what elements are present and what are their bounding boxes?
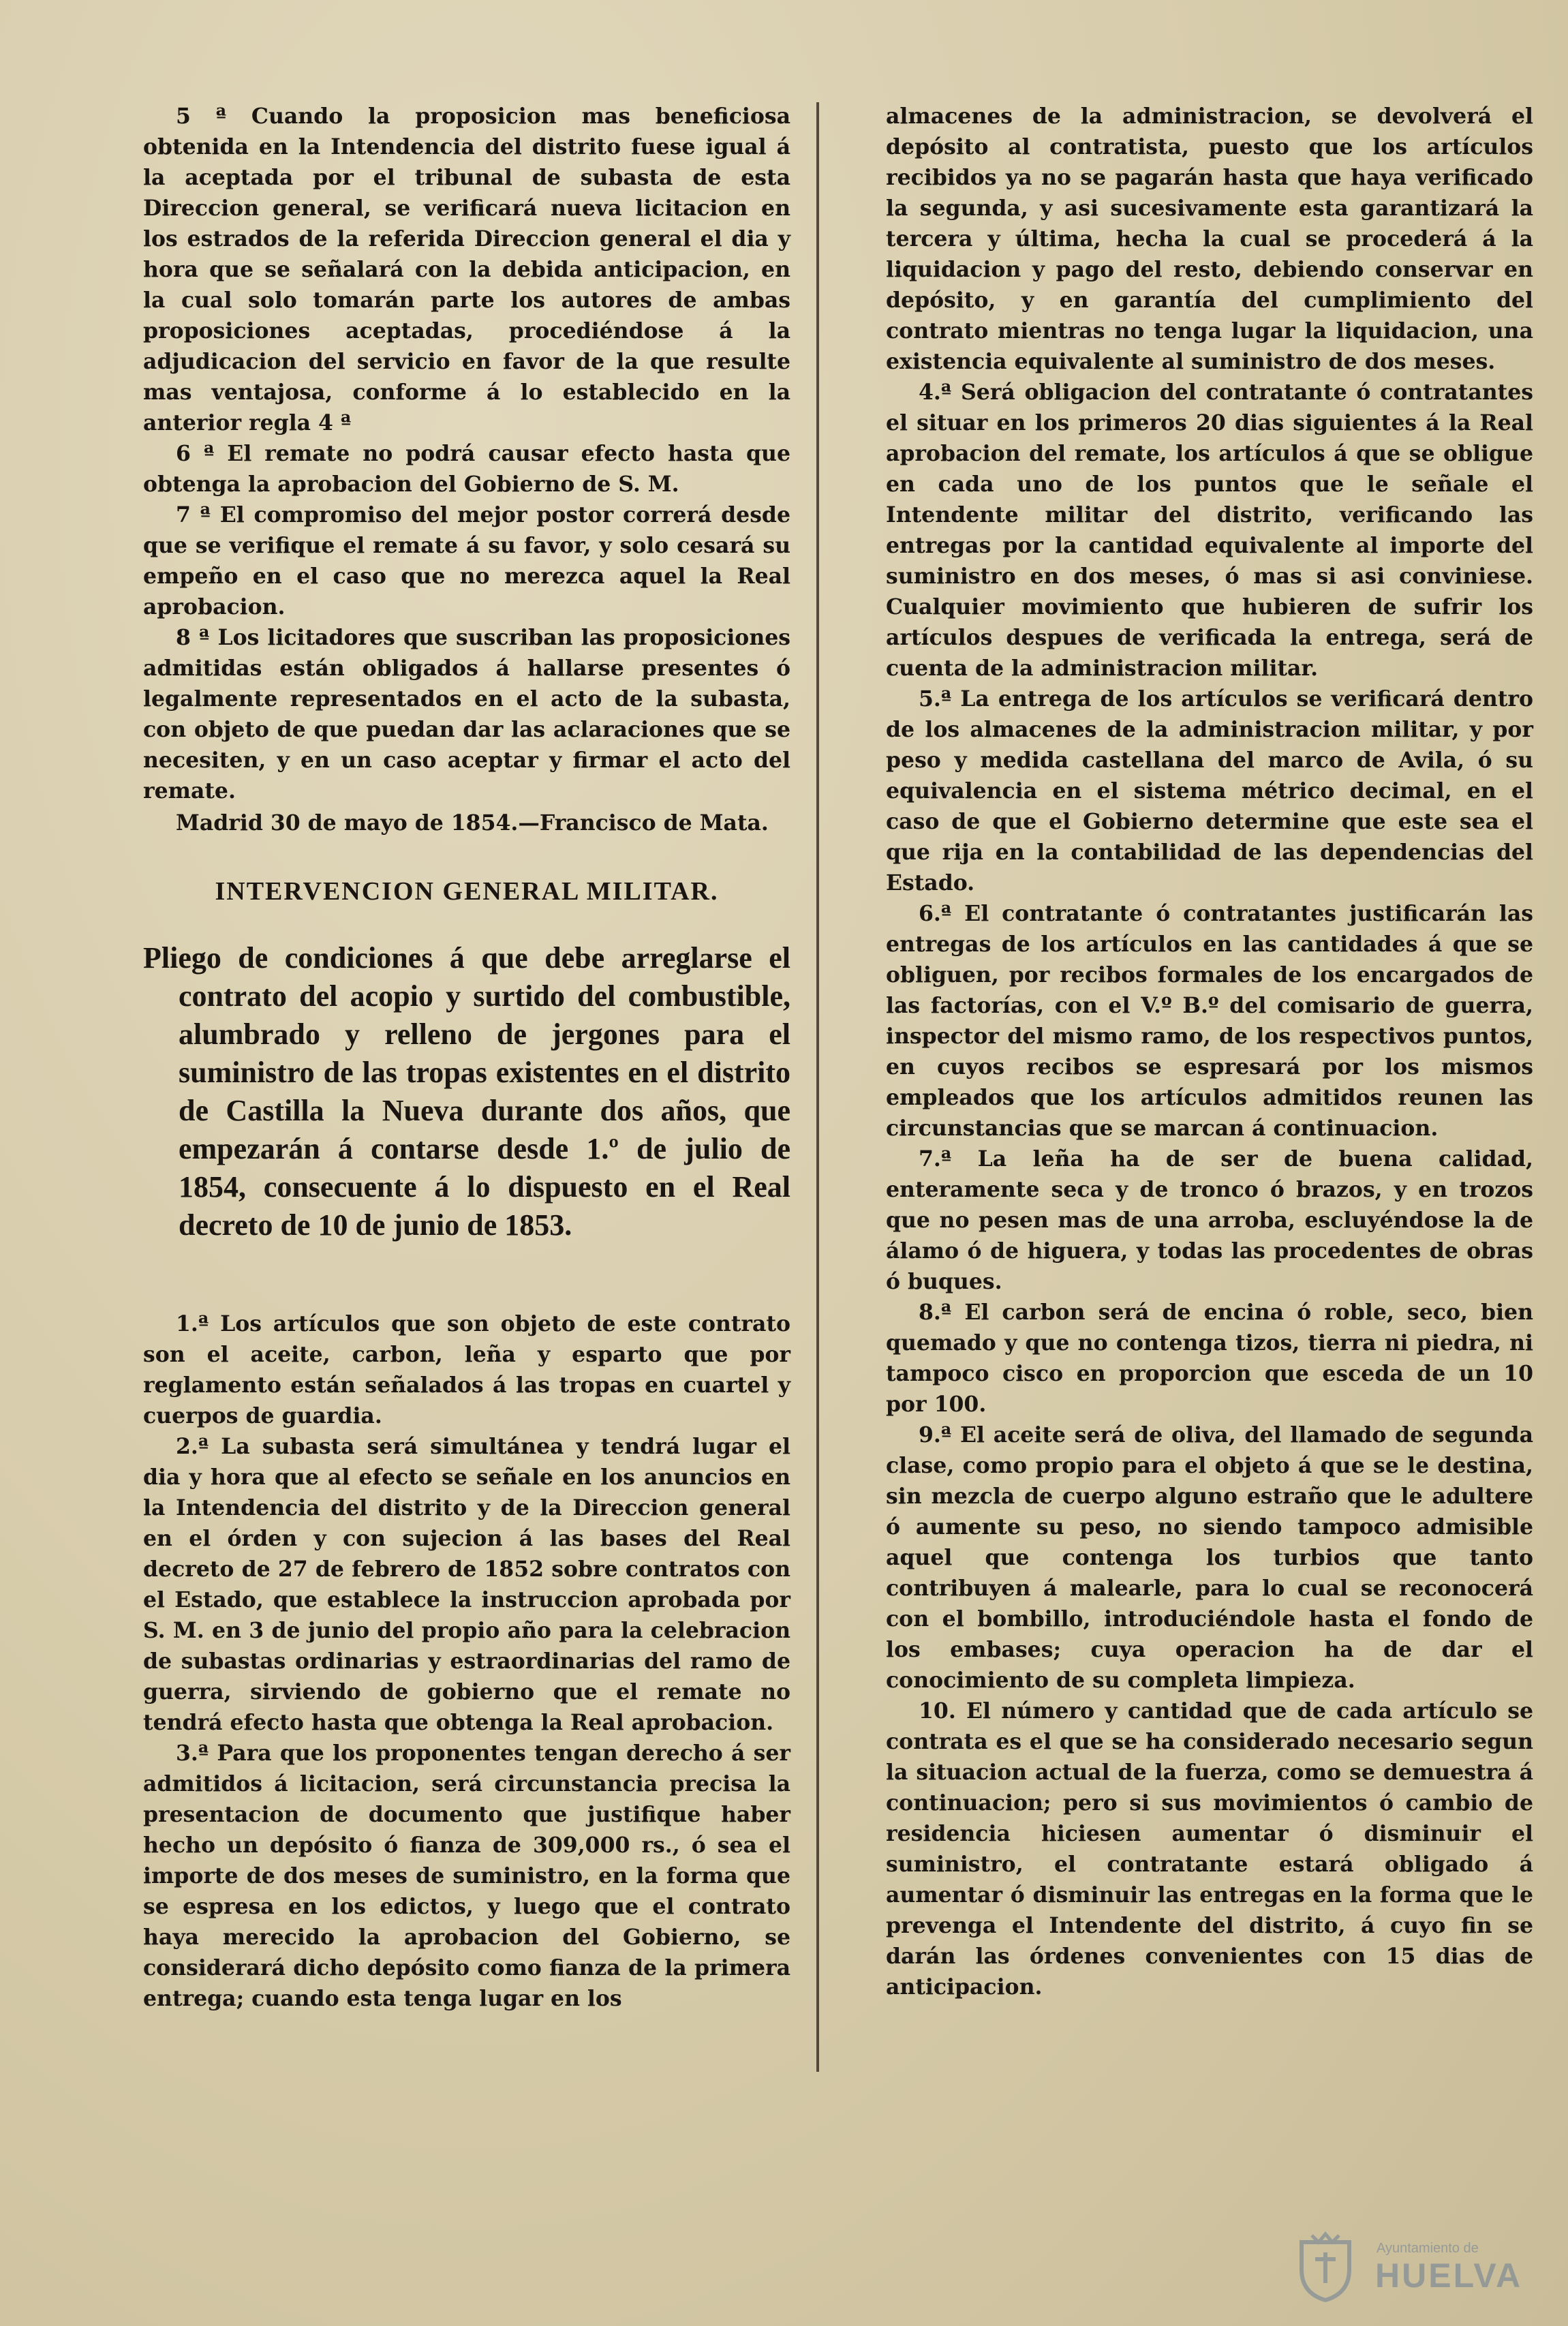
article-9: 9.ª El aceite será de oliva, del llamado de segunda clase, como propio para el objeto á que se le destina, sin mezcla de cuerpo alguno estraño que le adultere ó aumente su peso, no siendo tampoco admisible aquel que contenga los turbios que tanto contribuyen á malearle, para lo cual se reconocerá con el bombillo, introduciéndole hasta el fondo de los embases; cuya operacion ha de dar el conocimiento de su completa limpieza. — [886, 1422, 1533, 1693]
article-7: 7.ª La leña ha de ser de buena calidad, enteramente seca y de tronco ó brazos, y en trozos que no pesen mas de una arroba, escluyéndose la de álamo ó de higuera, y todas las procedentes de obras ó buques. — [886, 1146, 1533, 1294]
right-column — [886, 101, 1533, 2002]
article-6: 6.ª El contratante ó contratantes justificarán las entregas de los artículos en las cantidades á que se obliguen, por recibos formales de los encargados de las factorías, con el V.º B.º del comisario de guerra, inspector del mismo ramo, de los respectivos puntos, en cuyos recibos se espresará por los mismos empleados que los artículos admitidos reunen las circunstancias que se marcan á continuacion. — [886, 901, 1533, 1141]
date-signature: Madrid 30 de mayo de 1854.—Francisco de Mata. — [176, 810, 769, 836]
archive-watermark-logo — [1288, 2229, 1523, 2304]
coat-of-arms-icon — [1288, 2229, 1363, 2304]
watermark-big-text: HUELVA — [1375, 2256, 1523, 2295]
condition-6: 6 ª El remate no podrá causar efecto hasta que obtenga la aprobacion del Gobierno de S. M. — [143, 441, 790, 497]
article-1: 1.ª Los artículos que son objeto de este contrato son el aceite, carbon, leña y esparto que por reglamento están señalados á las tropas en cuartel y cuerpos de guardia. — [143, 1311, 790, 1428]
left-column — [143, 101, 790, 2014]
article-3-continued: almacenes de la administracion, se devolverá el depósito al contratista, puesto que los artículos recibidos ya no se pagarán hasta que haya verificado la segunda, y asi sucesivamente esta garantizará la tercera y última, hecha la cual se procederá á la liquidacion y pago del resto, debiendo conservar en depósito, y en garantía del cumplimiento del contrato mientras no tenga lugar la liquidacion, una existencia equivalente al suministro de dos meses. — [886, 104, 1533, 374]
condition-5: 5 ª Cuando la proposicion mas beneficiosa obtenida en la Intendencia del distrito fuese igual á la aceptada por el tribunal de subasta de esta Direccion general, se verificará nueva licitacion en los estrados de la referida Direccion general el dia y hora que se señalará con la debida anticipacion, en la cual solo tomarán parte los autores de ambas proposiciones aceptadas, procediéndose á la adjudicacion del servicio en favor de la que resulte mas ventajosa, conforme á lo establecido en la anterior regla 4 ª — [143, 104, 790, 435]
document-title: Pliego de condiciones á que debe arreglarse el contrato del acopio y surtido del combustible, alumbrado y relleno de jergones para el suministro de las tropas existentes en el distrito de Castilla la Nueva durante dos años, que empezarán á contarse desde 1.º de julio de 1854, consecuente á lo dispuesto en el Real decreto de 10 de junio de 1853. — [143, 941, 790, 1242]
watermark-small-text: Ayuntamiento de — [1377, 2241, 1479, 2256]
article-4: 4.ª Será obligacion del contratante ó contratantes el situar en los primeros 20 dias siguientes á la Real aprobacion del remate, los artículos á que se obligue en cada uno de los puntos que le señale el Intendente militar del distrito, verificando las entregas por la cantidad equivalente al importe del suministro en dos meses, ó mas si asi conviniese. Cualquier movimiento que hubieren de sufrir los artículos despues de verificada la entrega, será de cuenta de la administracion militar. — [886, 380, 1533, 681]
article-5: 5.ª La entrega de los artículos se verificará dentro de los almacenes de la administracion militar, y por peso y medida castellana del marco de Avila, ó su equivalencia en el sistema métrico decimal, en el caso de que el Gobierno determine que este sea el que rija en la contabilidad de las dependencias del Estado. — [886, 686, 1533, 896]
condition-8: 8 ª Los licitadores que suscriban las proposiciones admitidas están obligados á hallarse presentes ó legalmente representados en el acto de la subasta, con objeto de que puedan dar las aclaraciones que se necesiten, y en un caso aceptar y firmar el acto del remate. — [143, 625, 790, 804]
article-8: 8.ª El carbon será de encina ó roble, seco, bien quemado y que no contenga tizos, tierra ni piedra, ni tampoco cisco en proporcion que esceda de un 10 por 100. — [886, 1300, 1533, 1417]
condition-7: 7 ª El compromiso del mejor postor correrá desde que se verifique el remate á su favor, y solo cesará su empeño en el caso que no merezca aquel la Real aprobacion. — [143, 502, 790, 619]
article-3: 3.ª Para que los proponentes tengan derecho á ser admitidos á licitacion, será circunstancia precisa la presentacion de documento que justifique haber hecho un depósito ó fianza de 309,000 rs., ó sea el importe de dos meses de suministro, en la forma que se espresa en los edictos, y luego que el contrato haya merecido la aprobacion del Gobierno, se considerará dicho depósito como fianza de la primera entrega; cuando esta tenga lugar en los — [143, 1741, 790, 2011]
article-2: 2.ª La subasta será simultánea y tendrá lugar el dia y hora que al efecto se señale en los anuncios en la Intendencia del distrito y de la Direccion general en el órden y con sujecion á las bases del Real decreto de 27 de febrero de 1852 sobre contratos con el Estado, que establece la instruccion aprobada por S. M. en 3 de junio del propio año para la celebracion de subastas ordinarias y estraordinarias del ramo de guerra, sirviendo de gobierno que el remate no tendrá efecto hasta que obtenga la Real aprobacion. — [143, 1434, 790, 1735]
section-heading: INTERVENCION GENERAL MILITAR. — [215, 877, 719, 906]
column-divider — [816, 102, 819, 2072]
article-10: 10. El número y cantidad que de cada artículo se contrata es el que se ha considerado necesario segun la situacion actual de la fuerza, como se demuestra á continuacion; pero si sus movimientos ó cambio de residencia hiciesen aumentar ó disminuir el suministro, el contratante estará obligado á aumentar ó disminuir las entregas en la forma que le prevenga el Intendente del distrito, á cuyo fin se darán las órdenes convenientes con 15 dias de anticipacion. — [886, 1698, 1533, 2000]
